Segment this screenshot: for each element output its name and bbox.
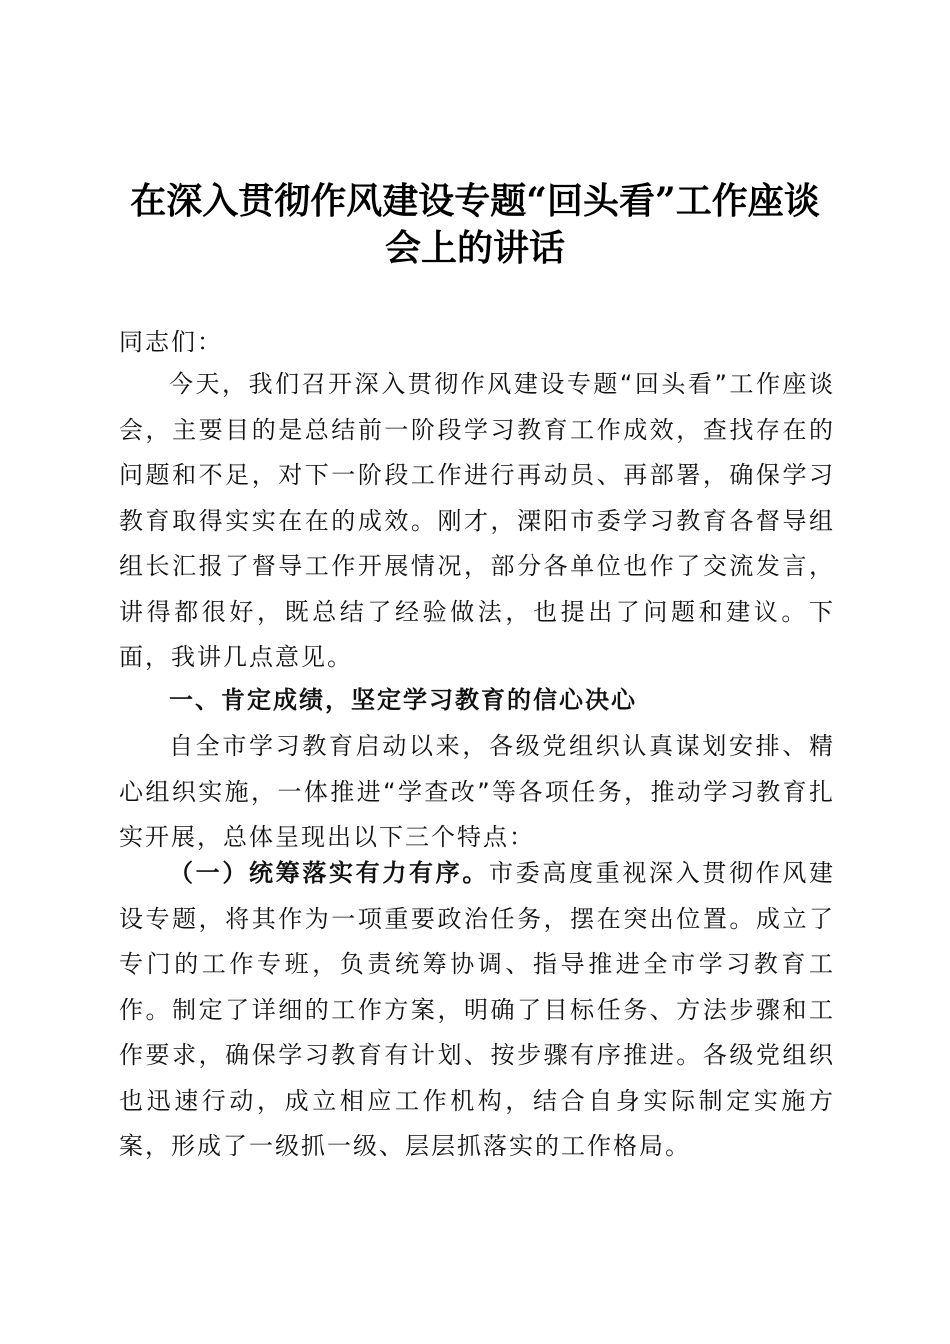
- section-heading-1: 一、肯定成绩，坚定学习教育的信心决心: [169, 686, 637, 714]
- salutation: 同志们：: [119, 328, 223, 356]
- paragraph-intro: 今天，我们召开深入贯彻作风建设专题“回头看”工作座谈会，主要目的是总结前一阶段学习教育工作成效，查找存在的问题和不足，对下一阶段工作进行再动员、再部署，确保学习教育取得实实在在的成效。刚才，溧阳市委学习教育各督导组组长汇报了督导工作开展情况，部分各单位也作了交流发言，讲得都很好，既总结了经验做法，也提出了问题和建议。下面，我讲几点意见。: [119, 370, 835, 671]
- paragraph-overview: 自全市学习教育启动以来，各级党组织认真谋划安排、精心组织实施，一体推进“学查改”等各项任务，推动学习教育扎实开展，总体呈现出以下三个特点：: [119, 732, 835, 851]
- document-title-line-2: 会上的讲话: [384, 227, 565, 269]
- point-1-lead: （一）统筹落实有力有序。: [169, 859, 489, 887]
- document-title-line-1: 在深入贯彻作风建设专题“回头看”工作座谈: [130, 180, 820, 222]
- paragraph-point-1: [119, 851, 835, 1170]
- point-1-body: 市委高度重视深入贯彻作风建设专题，将其作为一项重要政治任务，摆在突出位置。成立了专门的工作专班，负责统筹协调、指导推进全市学习教育工作。制定了详细的工作方案，明确了目标任务、方法步骤和工作要求，确保学习教育有计划、按步骤有序推进。各级党组织也迅速行动，成立相应工作机构，结合自身实际制定实施方案，形成了一级抓一级、层层抓落实的工作格局。: [119, 859, 835, 1160]
